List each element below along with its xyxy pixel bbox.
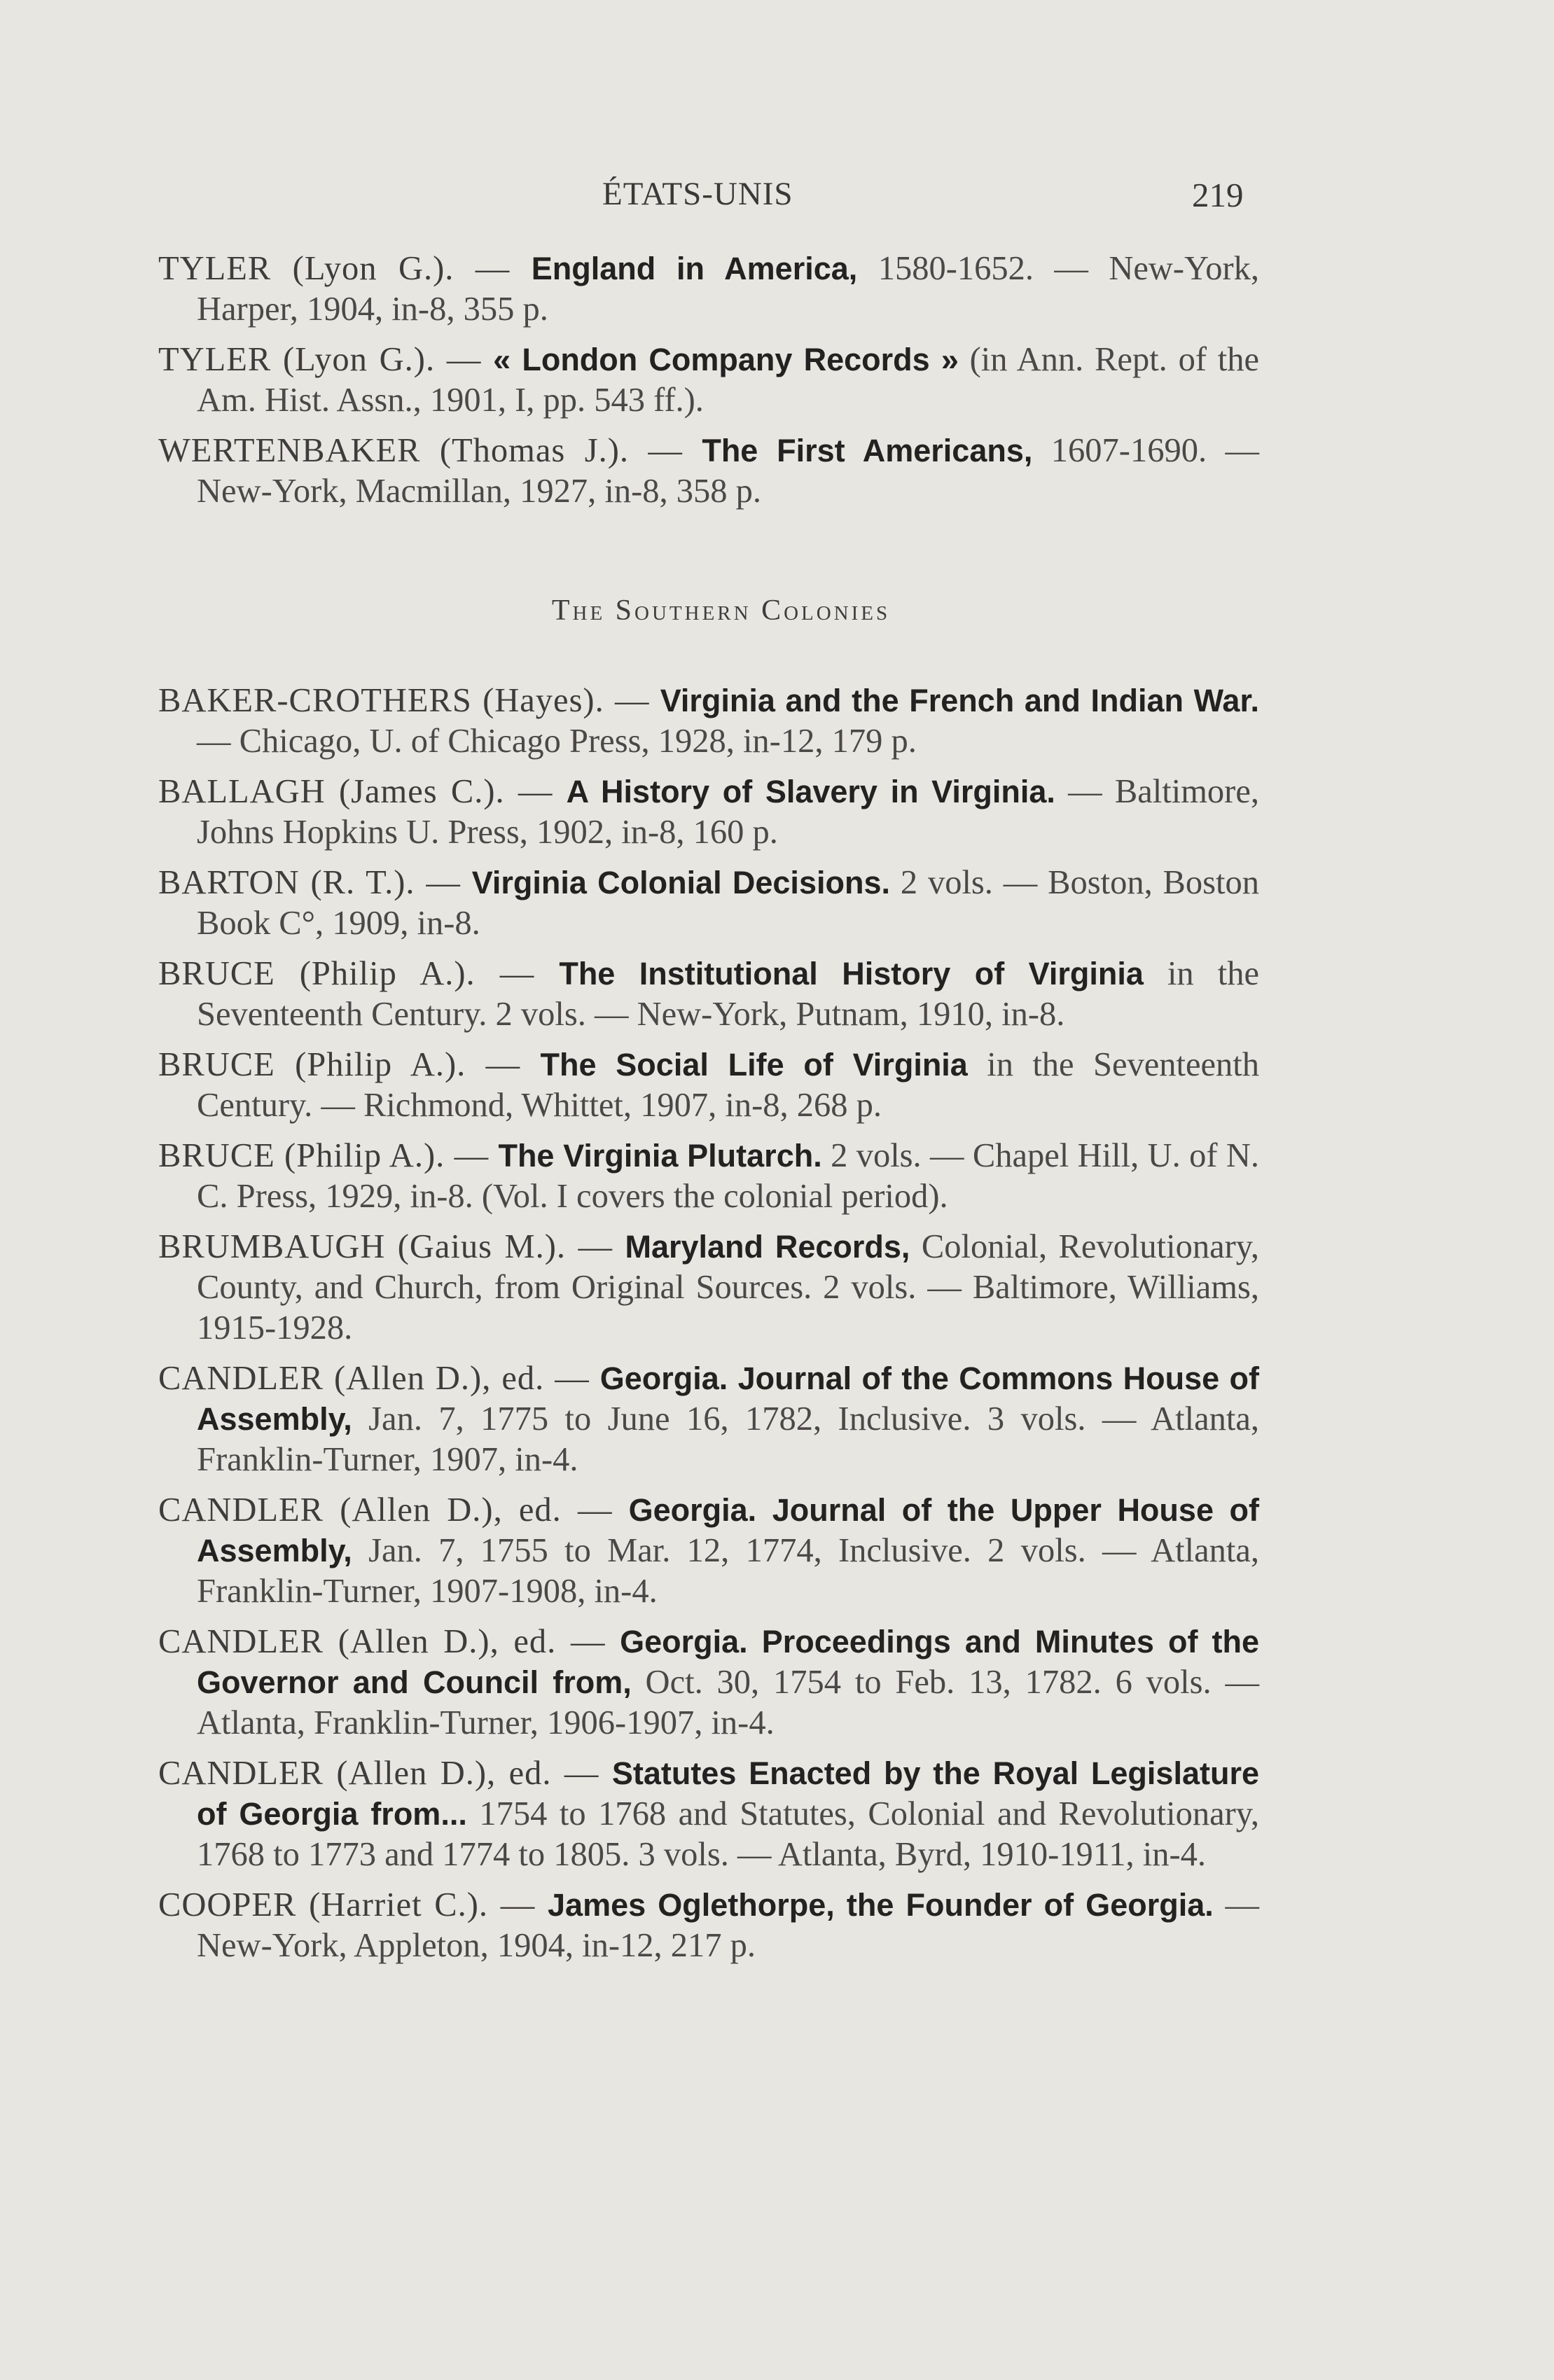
- entry-author: COOPER (Harriet C.). —: [158, 1886, 548, 1923]
- entry-author: CANDLER (Allen D.), ed. —: [158, 1360, 600, 1397]
- entry-title: The Social Life of Virginia: [540, 1047, 968, 1083]
- bibliography-entry: [158, 249, 1259, 330]
- entry-details: Oct. 30, 1754 to Feb. 13, 1782. 6 vols. — Atlanta, Franklin-Turner, 1906-1907, in-4.: [197, 1664, 1259, 1741]
- bibliography-entry: [158, 1885, 1259, 1966]
- entry-author: BRUMBAUGH (Gaius M.). —: [158, 1228, 625, 1265]
- bibliography-entry: [158, 1490, 1259, 1612]
- page-header: [0, 175, 1554, 217]
- bibliography-entry: [158, 681, 1259, 762]
- entry-author: WERTENBAKER (Thomas J.). —: [158, 432, 702, 469]
- entry-title: The Virginia Plutarch.: [498, 1138, 822, 1174]
- entry-title: The First Americans,: [702, 433, 1033, 468]
- entry-title: Maryland Records,: [625, 1229, 910, 1265]
- entry-details: — Baltimore, Johns Hopkins U. Press, 1902, in-8, 160 p.: [197, 773, 1259, 851]
- entry-details: in the Seventeenth Century. 2 vols. — New-York, Putnam, 1910, in-8.: [197, 955, 1260, 1033]
- bibliography-entry: [158, 1358, 1259, 1480]
- bibliography-entry: [158, 1753, 1259, 1875]
- entry-title: Virginia and the French and Indian War.: [660, 683, 1259, 718]
- entry-author: CANDLER (Allen D.), ed. —: [158, 1623, 620, 1660]
- entry-details: 2 vols. — Boston, Boston Book C°, 1909, in-8.: [197, 864, 1259, 942]
- entry-title: « London Company Records »: [493, 342, 959, 377]
- entry-details: — Chicago, U. of Chicago Press, 1928, in-12, 179 p.: [197, 723, 917, 760]
- entry-author: CANDLER (Allen D.), ed. —: [158, 1755, 612, 1792]
- entry-author: BRUCE (Philip A.). —: [158, 1046, 541, 1083]
- entry-title: Georgia. Journal of the Commons House of Assembly,: [197, 1361, 1259, 1437]
- bibliography-entry: [158, 340, 1259, 421]
- entry-details: Jan. 7, 1775 to June 16, 1782, Inclusive. 3 vols. — Atlanta, Franklin-Turner, 1907, in-4.: [197, 1400, 1259, 1478]
- page-number: 219: [1192, 176, 1244, 214]
- entry-title: England in America,: [531, 251, 858, 286]
- entry-author: BAKER-CROTHERS (Hayes). —: [158, 682, 660, 719]
- entry-author: TYLER (Lyon G.). —: [158, 341, 494, 378]
- entry-details: in the Seventeenth Century. — Richmond, Whittet, 1907, in-8, 268 p.: [197, 1046, 1259, 1124]
- entry-title: Georgia. Proceedings and Minutes of the Governor and Council from,: [197, 1624, 1259, 1700]
- bibliography-entry: [158, 1227, 1259, 1349]
- entry-title: Virginia Colonial Decisions.: [471, 865, 890, 900]
- bibliography-entry: [158, 954, 1259, 1035]
- entry-author: CANDLER (Allen D.), ed. —: [158, 1491, 629, 1529]
- entry-details: Jan. 7, 1755 to Mar. 12, 1774, Inclusive. 2 vols. — Atlanta, Franklin-Turner, 1907-1908, in-4.: [197, 1532, 1259, 1610]
- entry-title: James Oglethorpe, the Founder of Georgia.: [548, 1887, 1214, 1923]
- entry-details: Colonial, Revolutionary, County, and Church, from Original Sources. 2 vols. — Baltimore, Williams, 1915-1928.: [197, 1228, 1259, 1346]
- entry-details: 1607-1690. — New-York, Macmillan, 1927, in-8, 358 p.: [197, 432, 1259, 510]
- bibliography-entry: [158, 1045, 1259, 1126]
- entry-details: 1754 to 1768 and Statutes, Colonial and Revolutionary, 1768 to 1773 and 1774 to 1805. 3 vols. — Atlanta, Byrd, 1910-1911, in-4.: [197, 1795, 1259, 1873]
- entry-author: BALLAGH (James C.). —: [158, 773, 567, 810]
- entry-details: — New-York, Appleton, 1904, in-12, 217 p.: [197, 1886, 1259, 1964]
- entry-author: TYLER (Lyon G.). —: [158, 250, 532, 287]
- bibliography-entry: [158, 863, 1259, 944]
- bibliography-entry: [158, 1622, 1259, 1744]
- entry-title: A History of Slavery in Virginia.: [566, 774, 1055, 809]
- entry-title: The Institutional History of Virginia: [559, 956, 1144, 991]
- entry-title: Georgia. Journal of the Upper House of Assembly,: [197, 1492, 1259, 1568]
- bibliography-entry: [158, 431, 1259, 512]
- entry-author: BRUCE (Philip A.). —: [158, 955, 560, 992]
- bibliography-entry: [158, 772, 1259, 853]
- entry-title: Statutes Enacted by the Royal Legislature of Georgia from...: [197, 1755, 1259, 1832]
- entry-details: 1580-1652. — New-York, Harper, 1904, in-8, 355 p.: [197, 250, 1259, 328]
- bibliography-list-southern-colonies: [158, 681, 1259, 1976]
- bibliography-list-top: [158, 249, 1259, 522]
- entry-author: BARTON (R. T.). —: [158, 864, 472, 901]
- running-title: ÉTATS-UNIS: [602, 176, 793, 212]
- bibliography-entry: [158, 1136, 1259, 1217]
- section-heading: The Southern Colonies: [551, 594, 891, 627]
- entry-details: (in Ann. Rept. of the Am. Hist. Assn., 1901, I, pp. 543 ff.).: [197, 341, 1260, 419]
- entry-details: 2 vols. — Chapel Hill, U. of N. C. Press, 1929, in-8. (Vol. I covers the colonial period).: [197, 1137, 1259, 1215]
- entry-author: BRUCE (Philip A.). —: [158, 1137, 499, 1174]
